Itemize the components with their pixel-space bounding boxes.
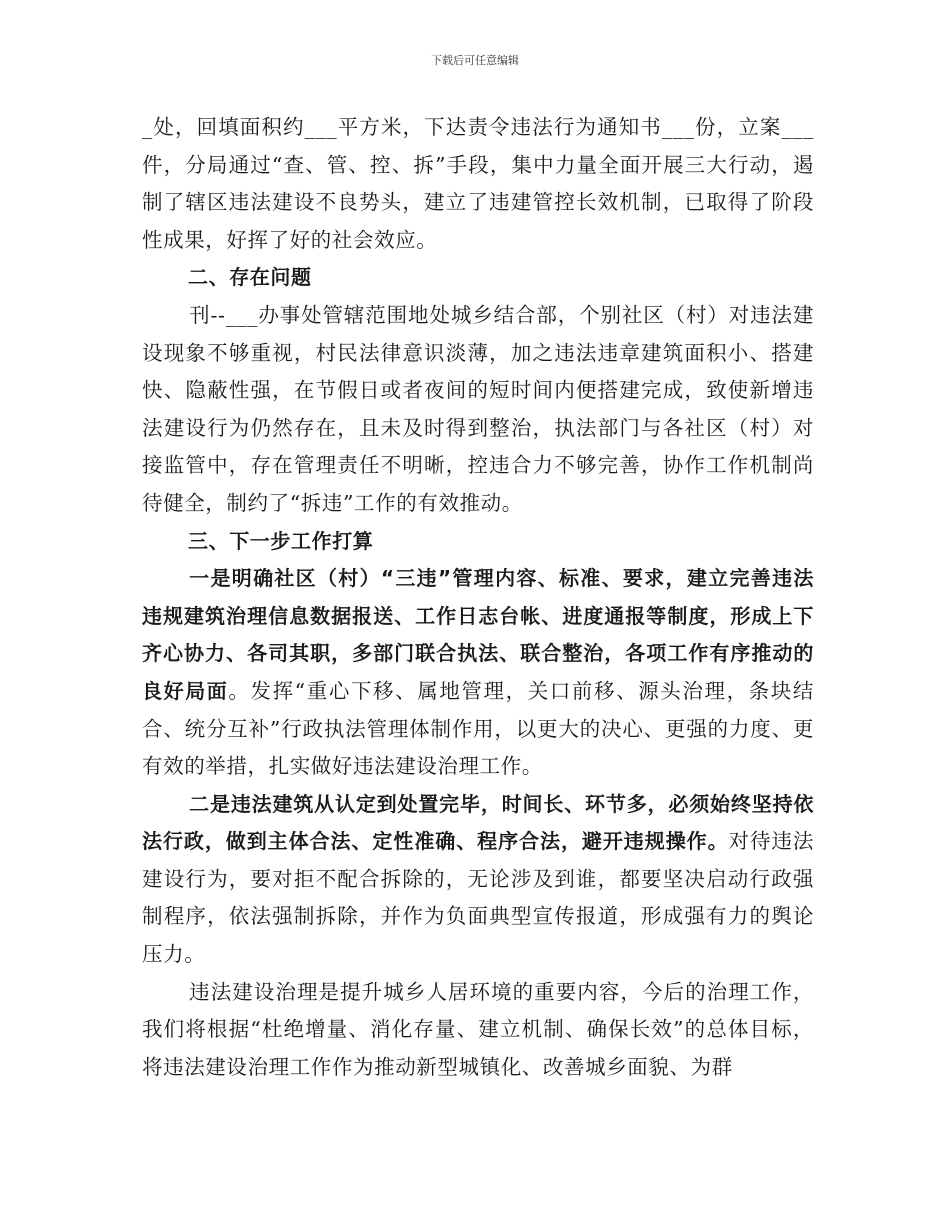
paragraph-conclusion: 违法建设治理是提升城乡人居环境的重要内容，今后的治理工作，我们将根据“杜绝增量、消化存量、建立机制、确保长效”的总体目标，将违法建设治理工作作为推动新型城镇化、改善城乡面貌、为群	[142, 979, 814, 1079]
second-measure-text: 对待违法建设行为，要对拒不配合拆除的，无论涉及到谁，都要坚决启动行政强制程序，依法强制拆除，并作为负面典型宣传报道，形成强有力的舆论压力。	[142, 829, 814, 967]
page-header: 下载后可任意编辑	[431, 54, 519, 67]
paragraph-results: _处，回填面积约___平方米，下达责令违法行为通知书___份，立案___件，分局通过“查、管、控、拆”手段，集中力量全面开展三大行动，遏制了辖区违法建设不良势头，建立了违建管控长效机制，已取得了阶段性成果，好挥了好的社会效应。	[142, 115, 814, 252]
paragraph-problems: 刊--___办事处管辖范围地处城乡结合部，个别社区（村）对违法建设现象不够重视，村民法律意识淡薄，加之违法违章建筑面积小、搭建快、隐蔽性强，在节假日或者夜间的短时间内便搭建完成，致使新增违法建设行为仍然存在，且未及时得到整治，执法部门与各社区（村）对接监管中，存在管理责任不明晰，控违合力不够完善，协作工作机制尚待健全，制约了“拆违”工作的有效推动。	[142, 302, 814, 515]
first-measure-text: 。发挥“重心下移、属地管理，关口前移、源头治理，条块结合、统分互补”行政执法管理体制作用，以更大的决心、更强的力度、更有效的举措，扎实做好违法建设治理工作。	[142, 678, 814, 779]
section-heading-next-steps: 三、下一步工作打算	[188, 528, 374, 553]
section-heading-problems: 二、存在问题	[188, 265, 312, 290]
paragraph-first-measure	[142, 560, 814, 786]
second-measure-bold: 二是违法建筑从认定到处置完毕，时间长、环节多，必须始终坚持依法行政，做到主体合法、定性准确、程序合法，避开违规操作。	[142, 791, 814, 854]
paragraph-second-measure	[142, 786, 814, 974]
document-body	[142, 109, 814, 1086]
first-measure-bold: 一是明确社区（村）“三违”管理内容、标准、要求，建立完善违法违规建筑治理信息数据报送、工作日志台帐、进度通报等制度，形成上下齐心协力、各司其职，多部门联合执法、联合整治，各项工作有序推动的良好局面	[142, 566, 814, 703]
